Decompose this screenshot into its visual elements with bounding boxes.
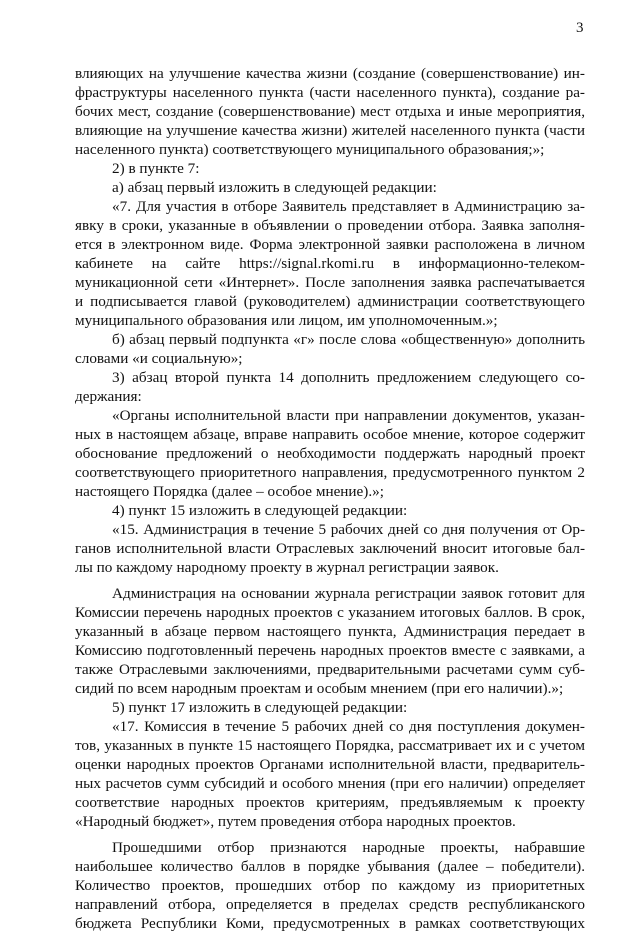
text-line: лы по каждому народному проекту в журнал регистрации заявок. xyxy=(75,559,499,576)
text-line: муниципального образования или лицом, им уполномоченным.»; xyxy=(75,312,498,329)
text-line: влияющих на улучшение качества жизни (создание (совершенствование) ин- xyxy=(75,65,585,82)
text-line: влияющие на улучшение качества жизни) жителей населенного пункта (части xyxy=(75,122,585,139)
text-line: «15. Администрация в течение 5 рабочих дней со дня получения от Ор- xyxy=(112,521,585,538)
text-line: ных в настоящем абзаце, вправе направить особое мнение, которое содержит xyxy=(75,426,585,443)
text-line: 2) в пункте 7: xyxy=(112,160,200,177)
text-line: ганов исполнительной власти Отраслевых заключений вносит итоговые бал- xyxy=(75,540,585,557)
text-line: бочих мест, создание (совершенствование) мест отдыха и иные мероприятия, xyxy=(75,103,585,120)
text-line: Администрация на основании журнала регистрации заявок готовит для xyxy=(112,585,585,602)
text-line: указанный в абзаце первом настоящего пункта, Администрация передает в xyxy=(75,623,585,640)
text-line: Комиссии перечень народных проектов с указанием итоговых баллов. В срок, xyxy=(75,604,585,621)
text-line: населенного пункта) соответствующего муниципального образования;»; xyxy=(75,141,545,158)
text-line: и подписывается главой (руководителем) администрации соответствующего xyxy=(75,293,585,310)
text-line: соответствие народных проектов критериям, предъявляемым к проекту xyxy=(75,794,585,811)
text-line: явку в сроки, указанные в объявлении о проведении отбора. Заявка заполня- xyxy=(75,217,585,234)
text-line: ется в электронном виде. Форма электронной заявки расположена в личном xyxy=(75,236,585,253)
text-line: ных расчетов сумм субсидий и особого мнения (при его наличии) определяет xyxy=(75,775,585,792)
text-line: 3) абзац второй пункта 14 дополнить предложением следующего со- xyxy=(112,369,585,386)
text-line: тов, указанных в пункте 15 настоящего Порядка, рассматривает их и с учетом xyxy=(75,737,585,754)
text-line: настоящего Порядка (далее – особое мнение).»; xyxy=(75,483,384,500)
paragraph-gap xyxy=(75,577,585,584)
page-number: 3 xyxy=(576,20,584,36)
text-line: обоснование предложений о необходимости поддержать народный проект xyxy=(75,445,585,462)
paragraph-gap xyxy=(75,831,585,838)
text-line: Прошедшими отбор признаются народные проекты, набравшие xyxy=(112,839,585,856)
text-line: соответствующего приоритетного направления, предусмотренного пунктом 2 xyxy=(75,464,585,481)
text-line: «Органы исполнительной власти при направлении документов, указан- xyxy=(112,407,585,424)
text-line: 5) пункт 17 изложить в следующей редакции: xyxy=(112,699,408,716)
text-line: а) абзац первый изложить в следующей редакции: xyxy=(112,179,437,196)
text-line: словами «и социальную»; xyxy=(75,350,243,367)
document-body xyxy=(75,64,585,933)
text-line: наибольшее количество баллов в порядке убывания (далее – победители). xyxy=(75,858,585,875)
text-line: фраструктуры населенного пункта (части населенного пункта), создание ра- xyxy=(75,84,585,101)
text-line: кабинете на сайте https://signal.rkomi.ru в информационно-телеком- xyxy=(75,255,585,272)
text-line: муникационной сети «Интернет». После заполнения заявка распечатывается xyxy=(75,274,585,291)
text-line: Комиссию подготовленный перечень народных проектов вместе с заявками, а xyxy=(75,642,585,659)
text-line: направлений отбора, определяется в пределах средств республиканского xyxy=(75,896,585,913)
text-line: «17. Комиссия в течение 5 рабочих дней со дня поступления докумен- xyxy=(112,718,585,735)
text-line: «Народный бюджет», путем проведения отбора народных проектов. xyxy=(75,813,516,830)
text-line: 4) пункт 15 изложить в следующей редакции: xyxy=(112,502,408,519)
text-line: держания: xyxy=(75,388,142,405)
text-line: также Отраслевыми заключениями, предварительными расчетами сумм суб- xyxy=(75,661,585,678)
text-line: бюджета Республики Коми, предусмотренных в рамках соответствующих xyxy=(75,915,585,932)
text-line: сидий по всем народным проектам и особым мнением (при его наличии).»; xyxy=(75,680,564,697)
text-line: Количество проектов, прошедших отбор по каждому из приоритетных xyxy=(75,877,585,894)
text-line: «7. Для участия в отборе Заявитель представляет в Администрацию за- xyxy=(112,198,585,215)
text-line: б) абзац первый подпункта «г» после слова «общественную» дополнить xyxy=(112,331,585,348)
text-line: оценки народных проектов Органами исполнительной власти, предваритель- xyxy=(75,756,585,773)
